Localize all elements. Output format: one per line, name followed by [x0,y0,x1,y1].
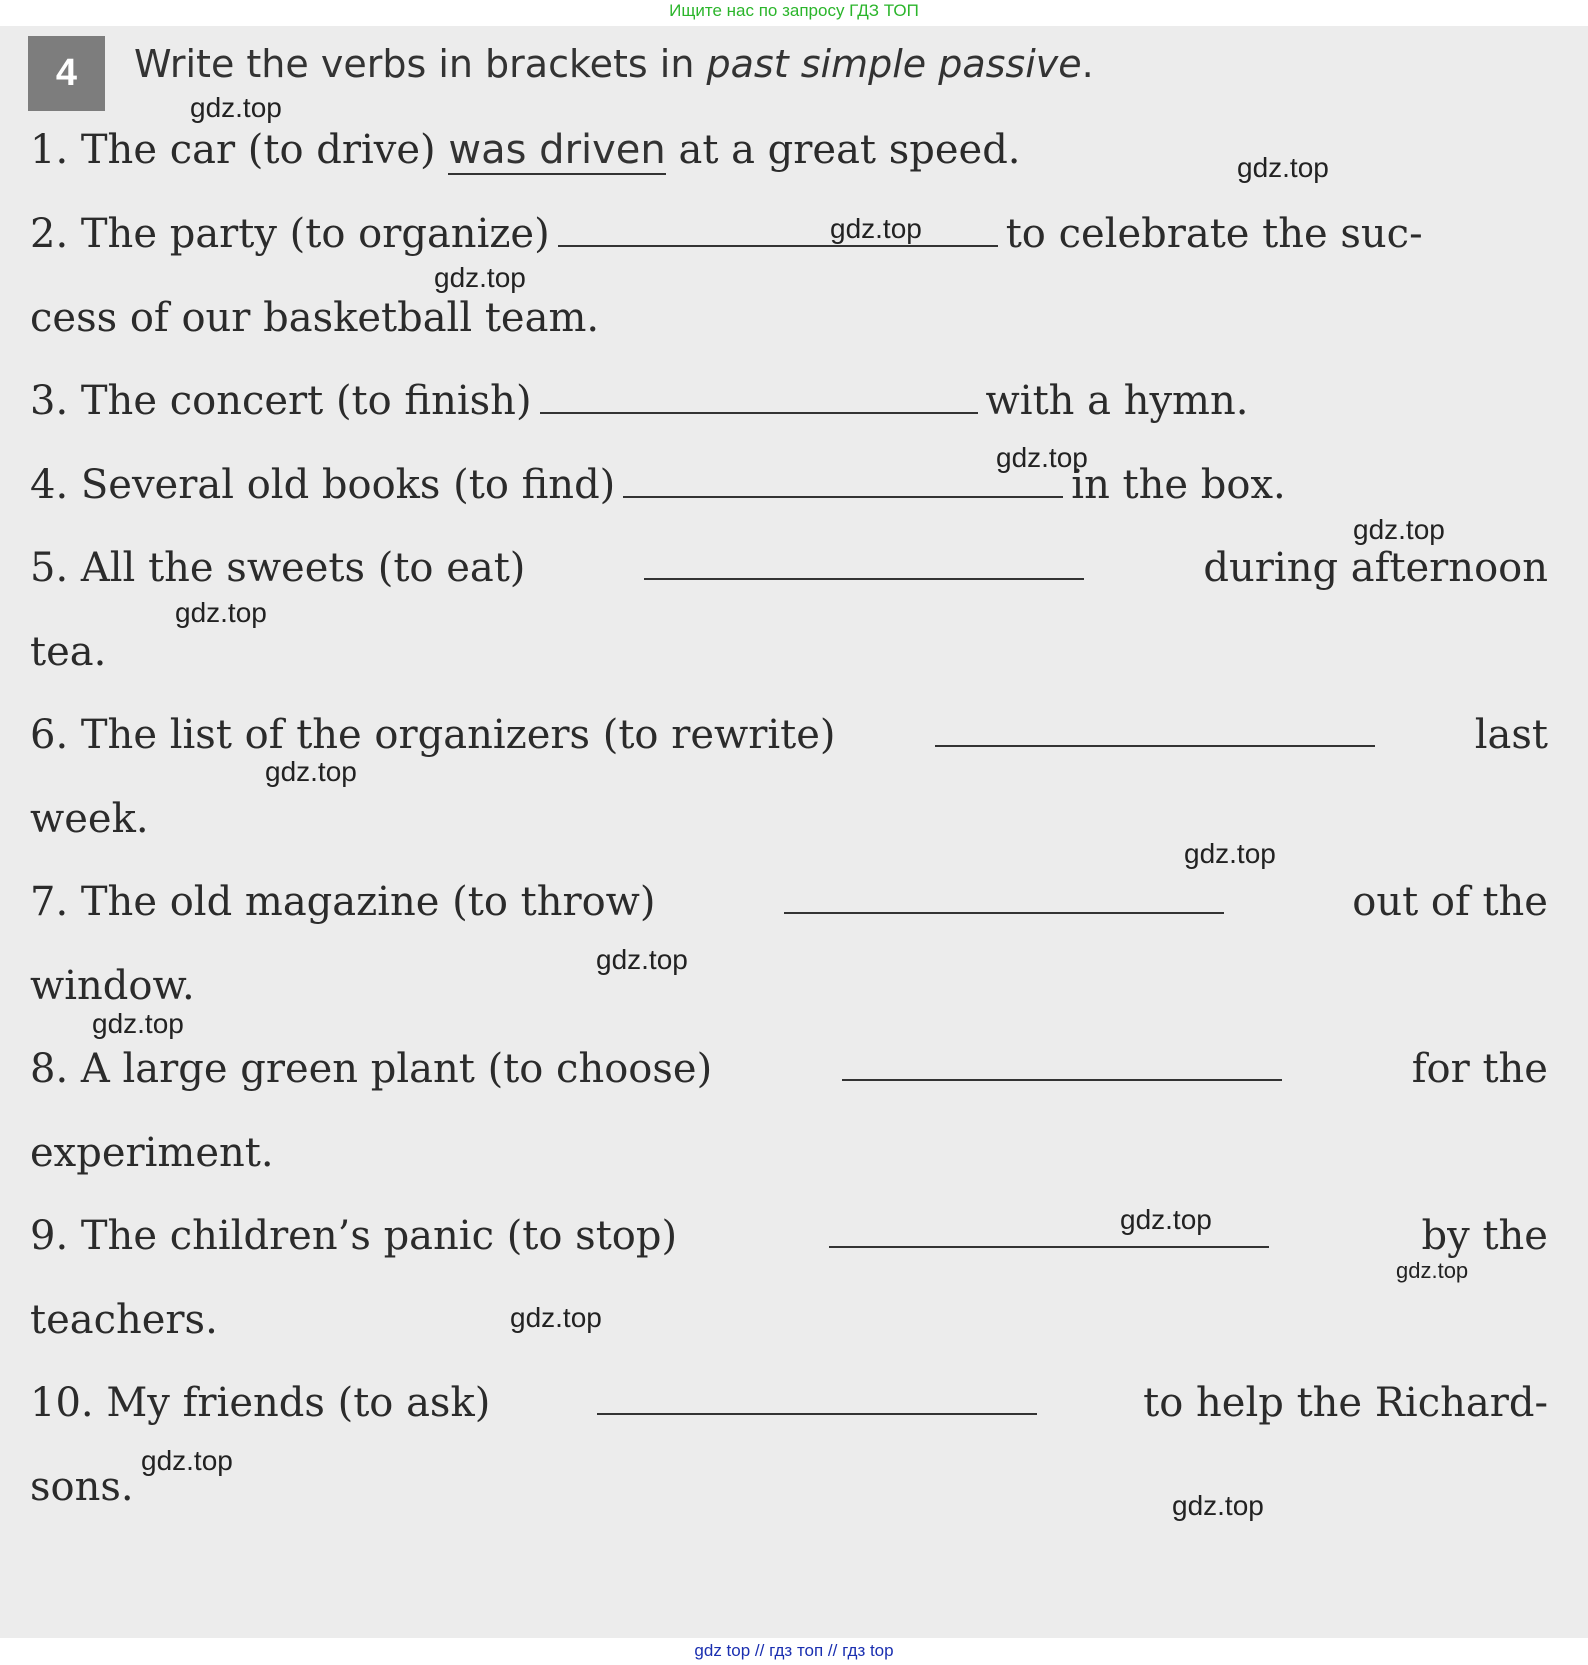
bottom-banner[interactable]: gdz top // гдз топ // гдз top [0,1638,1588,1665]
watermark: gdz.top [1184,838,1276,869]
sentence-6 [30,711,1548,759]
sentence-text: 2. The party (to organize) [30,211,550,257]
sentence-9-continued: teachers. [30,1297,218,1343]
answer-was-driven: was driven [448,127,666,173]
watermark: gdz.top [1396,1258,1469,1283]
sentence-8 [30,1045,1548,1093]
answer-blank[interactable] [644,544,1084,580]
watermark: gdz.top [92,1008,184,1039]
answer-blank[interactable] [597,1379,1037,1415]
watermark: gdz.top [265,756,357,787]
watermark: gdz.top [434,262,526,293]
watermark: gdz.top [510,1302,602,1333]
sentence-text: 7. The old magazine (to throw) [30,879,656,925]
sentence-10 [30,1379,1548,1427]
top-banner[interactable]: Ищите нас по запросу ГДЗ ТОП [0,0,1588,26]
sentence-2-continued: cess of our basketball team. [30,295,600,341]
watermark: gdz.top [1120,1204,1212,1235]
sentence-text: to help the Richard- [1143,1380,1548,1426]
sentence-1 [30,126,1021,174]
sentence-text: for the [1411,1046,1548,1092]
sentence-4 [30,461,1286,509]
answer-blank[interactable] [558,211,998,247]
watermark: gdz.top [175,597,267,628]
watermark: gdz.top [596,944,688,975]
task-instruction [134,42,1094,86]
sentence-7-continued: window. [30,963,195,1009]
answer-blank[interactable] [935,711,1375,747]
sentence-text: 1. The car (to drive) [30,127,449,173]
answer-blank[interactable] [784,878,1224,914]
sentence-text: 9. The children’s panic (to stop) [30,1213,678,1259]
sentence-text: 5. All the sweets (to eat) [30,545,526,591]
instruction-end: . [1081,42,1094,86]
sentence-text: 3. The concert (to finish) [30,378,532,424]
sentence-3 [30,377,1248,425]
sentence-text: in the box. [1071,462,1286,508]
sentence-5-continued: tea. [30,629,107,675]
instruction-emphasis: past simple passive [706,42,1082,86]
watermark: gdz.top [1172,1490,1264,1521]
sentence-text: to celebrate the suc- [1005,211,1423,257]
answer-blank[interactable] [540,378,978,414]
watermark: gdz.top [996,442,1088,473]
watermark: gdz.top [190,92,282,123]
sentence-text: 10. My friends (to ask) [30,1380,491,1426]
sentence-text: by the [1421,1213,1548,1259]
sentence-5 [30,544,1548,592]
sentence-8-continued: experiment. [30,1130,274,1176]
sentence-text: out of the [1352,879,1548,925]
sentence-2 [30,210,1423,258]
answer-blank[interactable] [842,1045,1282,1081]
sentence-text: during afternoon [1203,545,1548,591]
sentence-text: 4. Several old books (to find) [30,462,616,508]
sentence-9 [30,1212,1548,1260]
watermark: gdz.top [1353,514,1445,545]
sentence-text: last [1474,712,1548,758]
sentence-text: with a hymn. [985,378,1249,424]
sentence-7 [30,878,1548,926]
instruction-text: Write the verbs in brackets in [134,42,707,86]
sentence-text: 6. The list of the organizers (to rewrite) [30,712,836,758]
sentence-10-continued: sons. [30,1464,134,1510]
sentence-text: 8. A large green plant (to choose) [30,1046,713,1092]
task-number-badge: 4 [28,36,105,111]
workbook-page [0,26,1588,1638]
sentence-6-continued: week. [30,796,149,842]
watermark: gdz.top [1237,152,1329,183]
sentence-text: at a great speed. [665,127,1021,173]
watermark: gdz.top [830,213,922,244]
watermark: gdz.top [141,1445,233,1476]
